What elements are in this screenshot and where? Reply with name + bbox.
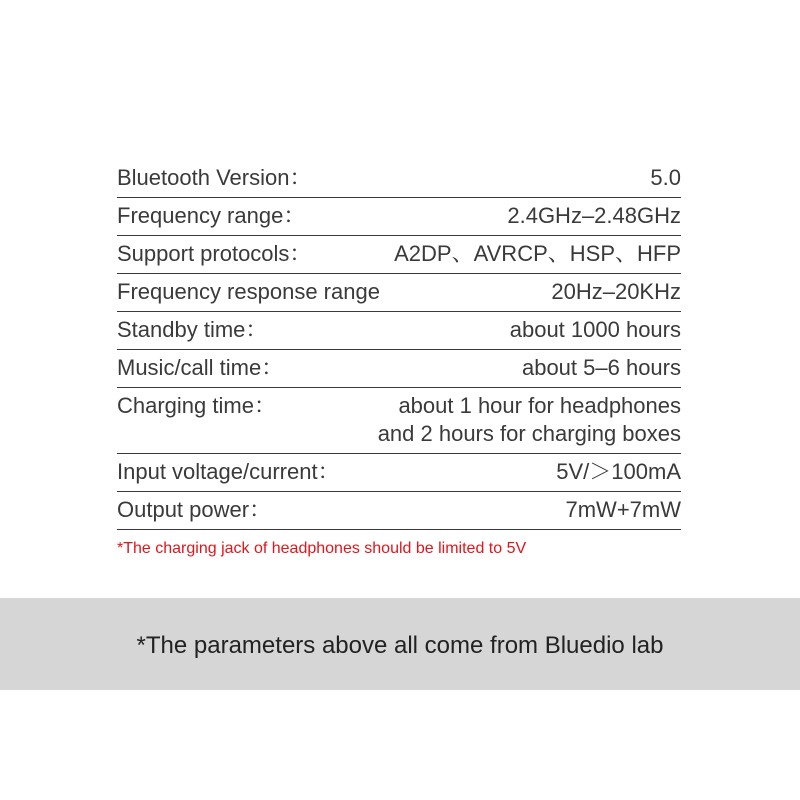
spec-row-frequency-response-range bbox=[117, 274, 681, 312]
spec-label: Frequency response range bbox=[117, 279, 380, 304]
spec-value: 5V/＞100mA bbox=[556, 459, 681, 484]
spec-label: Input voltage/current： bbox=[117, 459, 340, 484]
spec-value: 20Hz–20KHz bbox=[551, 279, 681, 304]
caption-band bbox=[0, 598, 800, 690]
spec-label: Standby time： bbox=[117, 317, 268, 342]
spec-value: 5.0 bbox=[650, 165, 681, 190]
charging-warning-footnote: *The charging jack of headphones should be limited to 5V bbox=[117, 540, 527, 557]
spec-row-bluetooth-version bbox=[117, 160, 681, 198]
spec-label: Support protocols： bbox=[117, 241, 312, 266]
spec-value-line: about 1 hour for headphones bbox=[398, 393, 681, 418]
spec-row-charging-time bbox=[117, 388, 681, 454]
spec-table bbox=[117, 160, 681, 530]
spec-value: about 5–6 hours bbox=[521, 355, 681, 380]
spec-label: Bluetooth Version： bbox=[117, 165, 312, 190]
spec-value: A2DP、AVRCP、HSP、HFP bbox=[394, 241, 681, 266]
spec-label: Charging time： bbox=[117, 393, 276, 418]
spec-value: about 1000 hours bbox=[509, 317, 681, 342]
spec-label: Frequency range： bbox=[117, 203, 306, 228]
spec-value: 7mW+7mW bbox=[565, 497, 681, 522]
spec-label: Output power： bbox=[117, 497, 272, 522]
spec-value bbox=[378, 392, 681, 448]
spec-row-support-protocols bbox=[117, 236, 681, 274]
spec-row-output-power bbox=[117, 492, 681, 530]
spec-label: Music/call time： bbox=[117, 355, 284, 380]
spec-value: 2.4GHz–2.48GHz bbox=[507, 203, 681, 228]
spec-value-line: and 2 hours for charging boxes bbox=[377, 421, 681, 446]
spec-row-standby-time bbox=[117, 312, 681, 350]
spec-row-music-call-time bbox=[117, 350, 681, 388]
lab-source-caption: *The parameters above all come from Bluedio lab bbox=[136, 632, 664, 659]
spec-row-frequency-range bbox=[117, 198, 681, 236]
spec-row-input-voltage-current bbox=[117, 454, 681, 492]
